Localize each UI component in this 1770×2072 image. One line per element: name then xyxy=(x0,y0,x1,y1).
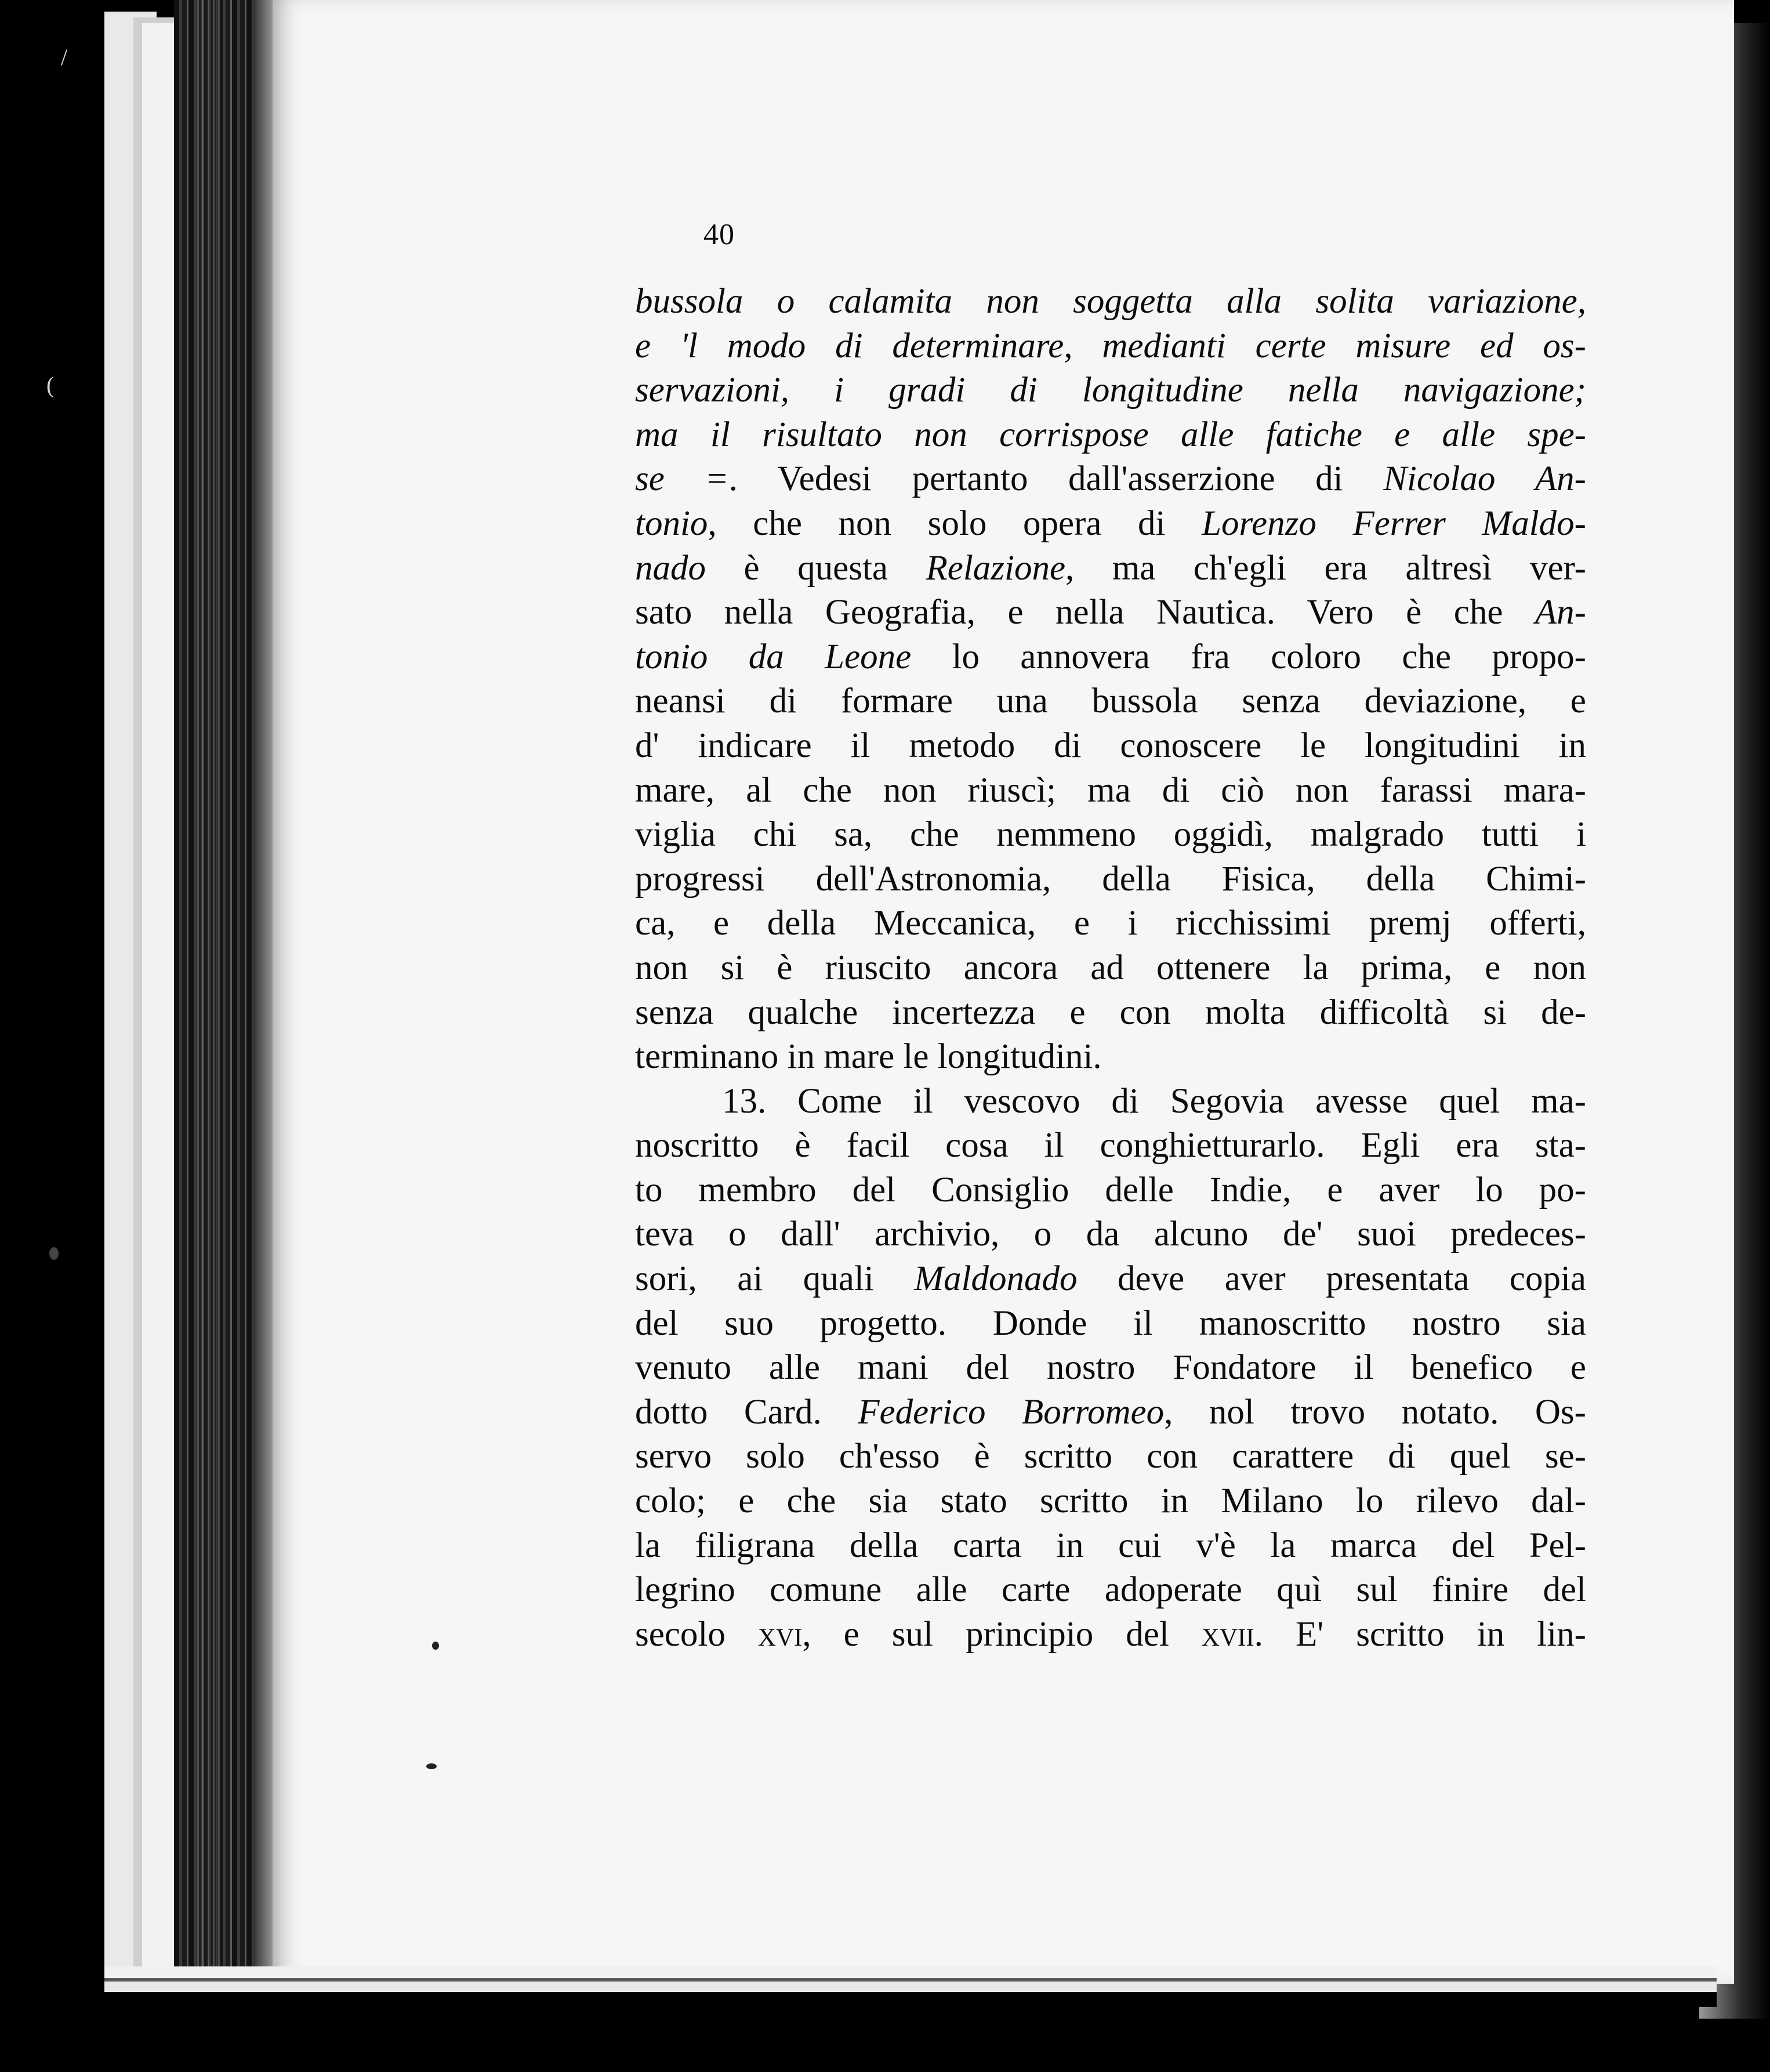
italic-run: Maldonado xyxy=(914,1259,1078,1299)
text-line xyxy=(635,857,1586,902)
text-run: sori, ai quali xyxy=(635,1259,915,1299)
text-line xyxy=(635,1212,1586,1257)
text-line xyxy=(635,591,1586,635)
text-line xyxy=(635,546,1586,591)
text-line xyxy=(635,1168,1586,1213)
body-text xyxy=(635,280,1586,1657)
text-line xyxy=(635,1035,1586,1080)
text-line xyxy=(635,813,1586,857)
text-run: secolo xyxy=(635,1614,758,1654)
text-run: 13. Come il vescovo di Segovia avesse quel ma- xyxy=(722,1081,1586,1121)
text-run: terminano in mare le longitudini. xyxy=(635,1037,1102,1077)
text-line xyxy=(635,1257,1586,1302)
text-run: ca, e della Meccanica, e i ricchissimi premj offerti, xyxy=(635,904,1586,943)
text-run: noscritto è facil cosa il conghietturarlo. Egli era sta- xyxy=(635,1126,1586,1165)
margin-mark: / xyxy=(61,44,68,70)
text-run: colo; e che sia stato scritto in Milano lo rilevo dal- xyxy=(635,1481,1586,1521)
italic-run: Relazione xyxy=(926,548,1066,588)
text-run: viglia chi sa, che nemmeno oggidì, malgrado tutti i xyxy=(635,815,1586,854)
text-run: to membro del Consiglio delle Indie, e aver lo po- xyxy=(635,1170,1586,1209)
text-line xyxy=(635,1479,1586,1524)
text-line xyxy=(635,368,1586,413)
italic-run: Nicolao An- xyxy=(1383,459,1586,499)
italic-run: se = xyxy=(635,459,729,499)
text-line xyxy=(635,1124,1586,1168)
italic-run: bussola o calamita non soggetta alla solita variazione, xyxy=(635,282,1586,321)
book-spine-texture xyxy=(197,0,220,1972)
text-run: la filigrana della carta in cui v'è la marca del Pel- xyxy=(635,1526,1586,1565)
text-line xyxy=(635,635,1586,680)
text-line xyxy=(635,1390,1586,1435)
italic-run: Federico Borromeo xyxy=(858,1392,1165,1432)
italic-run: nado xyxy=(635,548,706,588)
text-line xyxy=(635,1346,1586,1390)
text-line xyxy=(635,1524,1586,1569)
page-number: 40 xyxy=(703,218,735,251)
text-line xyxy=(635,991,1586,1035)
text-line xyxy=(635,413,1586,458)
italic-run: tonio xyxy=(635,503,708,543)
text-line xyxy=(635,280,1586,324)
text-run: senza qualche incertezza e con molta difficoltà si de- xyxy=(635,992,1586,1032)
text-line xyxy=(635,769,1586,813)
margin-mark: ( xyxy=(46,372,55,398)
text-run: mare, al che non riuscì; ma di ciò non farassi mara- xyxy=(635,770,1586,810)
text-run: neansi di formare una bussola senza deviazione, e xyxy=(635,682,1586,721)
italic-run: ma il risultato non corrispose alle fatiche e alle spe- xyxy=(635,415,1586,454)
text-run: deve aver presentata copia xyxy=(1077,1259,1586,1299)
text-run: , ma ch'egli era altresì ver- xyxy=(1065,548,1586,588)
text-line xyxy=(635,946,1586,991)
text-line xyxy=(635,1080,1586,1124)
text-line xyxy=(635,679,1586,724)
text-run: . E' scritto in lin- xyxy=(1254,1614,1586,1654)
text-run: teva o dall' archivio, o da alcuno de' suoi predeces- xyxy=(635,1215,1586,1254)
text-run: xvi xyxy=(757,1614,803,1654)
text-run: venuto alle mani del nostro Fondatore il benefico e xyxy=(635,1348,1586,1388)
text-run: d' indicare il metodo di conoscere le longitudini in xyxy=(635,726,1586,765)
scan-speck xyxy=(426,1763,437,1769)
italic-run: servazioni, i gradi di longitudine nella navigazione; xyxy=(635,371,1586,410)
scan-speck xyxy=(49,1247,59,1260)
page-bottom-edge xyxy=(104,1966,1717,2007)
text-run: lo annovera fra coloro che propo- xyxy=(911,637,1586,676)
text-run: progressi dell'Astronomia, della Fisica, della Chimi- xyxy=(635,859,1586,899)
text-line xyxy=(635,1435,1586,1479)
text-line xyxy=(635,1613,1586,1657)
text-run: sato nella Geografia, e nella Nautica. Vero è che xyxy=(635,593,1535,632)
text-run: non si è riuscito ancora ad ottenere la prima, e non xyxy=(635,948,1586,987)
italic-run: An- xyxy=(1535,593,1586,632)
text-run: xvii xyxy=(1201,1614,1254,1654)
italic-run: e 'l modo di determinare, medianti certe misure ed os- xyxy=(635,326,1586,365)
text-run: legrino comune alle carte adoperate quì sul finire del xyxy=(635,1570,1586,1610)
text-run: , e sul principio del xyxy=(802,1614,1202,1654)
text-run: . Vedesi pertanto dall'asserzione di xyxy=(728,459,1384,499)
italic-run: Lorenzo Ferrer Maldo- xyxy=(1202,503,1586,543)
text-line xyxy=(635,457,1586,502)
text-line xyxy=(635,1302,1586,1346)
text-line xyxy=(635,502,1586,546)
text-line xyxy=(635,901,1586,946)
text-run: , nol trovo notato. Os- xyxy=(1164,1392,1586,1432)
italic-run: tonio da Leone xyxy=(635,637,912,676)
text-line xyxy=(635,1568,1586,1613)
text-run: del suo progetto. Donde il manoscritto nostro sia xyxy=(635,1303,1586,1343)
text-run: dotto Card. xyxy=(635,1392,858,1432)
scan-speck xyxy=(432,1642,439,1650)
text-line xyxy=(635,724,1586,769)
text-run: , che non solo opera di xyxy=(708,503,1202,543)
text-run: servo solo ch'esso è scritto con carattere di quel se- xyxy=(635,1437,1586,1476)
text-run: è questa xyxy=(706,548,926,588)
text-line xyxy=(635,324,1586,369)
